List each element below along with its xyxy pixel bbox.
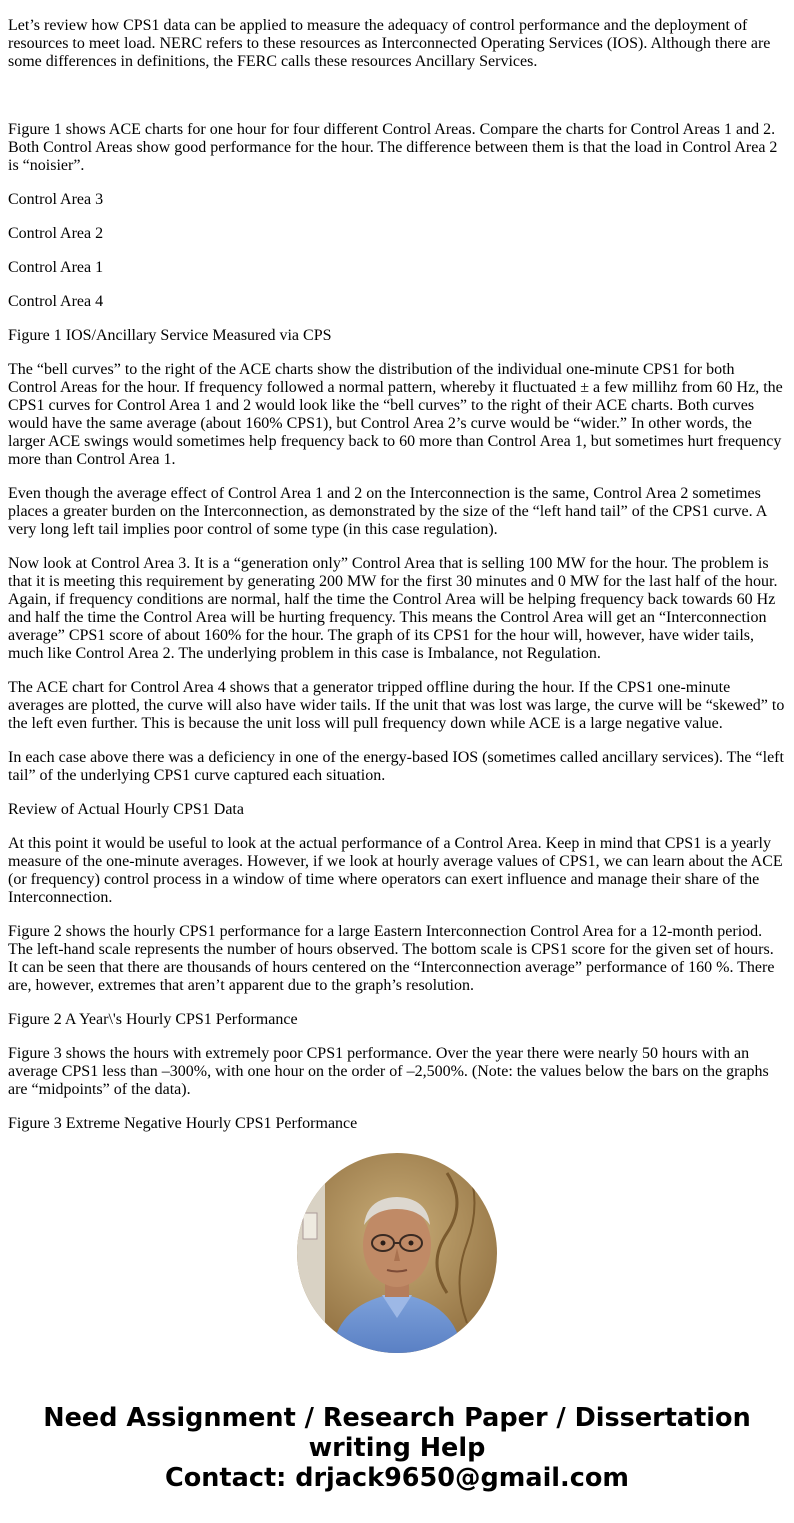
spacer-paragraph [8, 87, 786, 105]
figure-label-control-area-1: Control Area 1 [8, 259, 104, 276]
figure-label-control-area-4: Control Area 4 [8, 293, 104, 310]
promo-contact-email: Contact: drjack9650@gmail.com [165, 1463, 629, 1493]
paragraph: Let’s review how CPS1 data can be applied to measure the adequacy of control performance and the deployment of resources to meet load. NERC refers to these resources as Interconnected Operating Services (IOS). Although there are some differences in definitions, the FERC calls these resources Ancillary Services. [8, 17, 771, 70]
author-portrait-image [297, 1153, 497, 1353]
paragraph [8, 0, 786, 1]
figure-caption: Figure 3 Extreme Negative Hourly CPS1 Performance [8, 1115, 358, 1132]
figure-caption: Figure 2 A Year\'s Hourly CPS1 Performance [8, 1011, 298, 1028]
paragraph: Even though the average effect of Control Area 1 and 2 on the Interconnection is the same, Control Area 2 sometimes places a greater burden on the Interconnection, as demonstrated by the size of the “left hand tail” of the CPS1 curve. A very long left tail implies poor control of some type (in this case regulation). [8, 485, 767, 538]
figure-label-control-area-3: Control Area 3 [8, 191, 104, 208]
paragraph: In each case above there was a deficiency in one of the energy-based IOS (sometimes called ancillary services). The “left tail” of the underlying CPS1 curve captured each situation. [8, 749, 784, 784]
paragraph: The “bell curves” to the right of the ACE charts show the distribution of the individual one-minute CPS1 for both Control Areas for the hour. If frequency followed a normal pattern, whereby it fluctuated ± a few millihz from 60 Hz, the CPS1 curves for Control Area 1 and 2 would look like the “bell curves” to the right of their ACE charts. Both curves would have the same average (about 160% CPS1), but Control Area 2’s curve would be “wider.” In other words, the larger ACE swings would sometimes help frequency back to 60 more than Control Area 1, but sometimes hurt frequency more than Control Area 1. [8, 361, 783, 468]
avatar [297, 1153, 497, 1353]
paragraph: At this point it would be useful to look at the actual performance of a Control Area. Keep in mind that CPS1 is a yearly measure of the one-minute averages. However, if we look at hourly average values of CPS1, we can learn about the ACE (or frequency) control process in a window of time where operators can exert influence and manage their share of the Interconnection. [8, 835, 783, 906]
figure-caption: Figure 1 IOS/Ancillary Service Measured via CPS [8, 327, 332, 344]
paragraph: Now look at Control Area 3. It is a “generation only” Control Area that is selling 100 MW for the hour. The problem is that it is meeting this requirement by generating 200 MW for the first 30 minutes and 0 MW for the last half of the hour. Again, if frequency conditions are normal, half the time the Control Area will be helping frequency back towards 60 Hz and half the time the Control Area will be hurting frequency. This means the Control Area will get an “Interconnection average” CPS1 score of about 160% for the hour. The graph of its CPS1 for the hour will, however, have wider tails, much like Control Area 2. The underlying problem in this case is Imbalance, not Regulation. [8, 555, 778, 662]
article-body [8, 0, 786, 1149]
paragraph: Figure 2 shows the hourly CPS1 performance for a large Eastern Interconnection Control Area for a 12-month period. The left-hand scale represents the number of hours observed. The bottom scale is CPS1 score for the given set of hours. It can be seen that there are thousands of hours centered on the “Interconnection average” performance of 160 %. There are, however, extremes that aren’t apparent due to the graph’s resolution. [8, 923, 775, 994]
paragraph: Figure 3 shows the hours with extremely poor CPS1 performance. Over the year there were nearly 50 hours with an average CPS1 less than –300%, with one hour on the order of –2,500%. (Note: the values below the bars on the graphs are “midpoints” of the data). [8, 1045, 769, 1098]
paragraph: Figure 1 shows ACE charts for one hour for four different Control Areas. Compare the charts for Control Areas 1 and 2. Both Control Areas show good performance for the hour. The difference between them is that the load in Control Area 2 is “noisier”. [8, 121, 778, 174]
promo-line-2: writing Help [308, 1433, 486, 1463]
section-heading: Review of Actual Hourly CPS1 Data [8, 801, 244, 818]
promo-banner [0, 1403, 794, 1493]
paragraph: The ACE chart for Control Area 4 shows that a generator tripped offline during the hour. If the CPS1 one-minute averages are plotted, the curve will also have wider tails. If the unit that was lost was large, the curve will be “skewed” to the left even further. This is because the unit loss will pull frequency down while ACE is a large negative value. [8, 679, 785, 732]
figure-label-control-area-2: Control Area 2 [8, 225, 104, 242]
promo-line-1: Need Assignment / Research Paper / Dissertation [43, 1403, 751, 1433]
